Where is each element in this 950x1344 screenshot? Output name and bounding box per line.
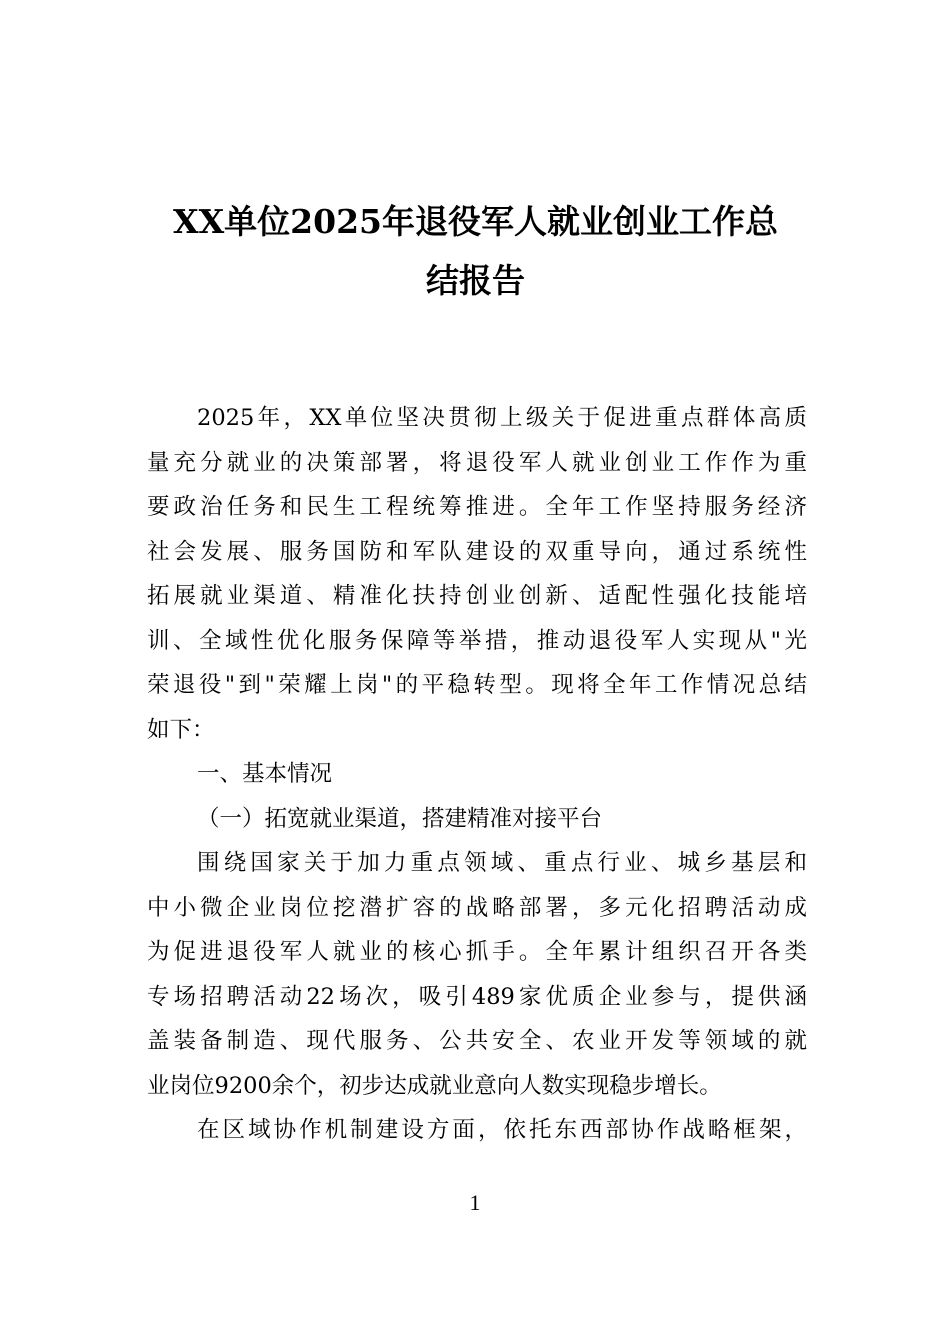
section-heading	[147, 752, 807, 797]
paragraph-line: 要政治任务和民生工程统筹推进。全年工作坚持服务经济	[147, 494, 807, 520]
paragraph-line: 围绕国家关于加力重点领域、重点行业、城乡基层和	[197, 850, 807, 876]
title-line-2: 结报告	[426, 261, 525, 300]
paragraph-regional	[147, 1108, 807, 1153]
title-line-1: XX单位2025年退役军人就业创业工作总	[172, 202, 779, 241]
subheading-text: （一）拓宽就业渠道，搭建精准对接平台	[197, 805, 603, 832]
paragraph-line: 2025年，XX单位坚决贯彻上级关于促进重点群体高质	[197, 405, 807, 431]
paragraph-line: 社会发展、服务国防和军队建设的双重导向，通过系统性	[147, 538, 807, 565]
heading-text: 一、基本情况	[197, 761, 333, 787]
paragraph-line: 为促进退役军人就业的核心抓手。全年累计组织召开各类	[147, 939, 807, 965]
paragraph-line: 中小微企业岗位挖潜扩容的战略部署，多元化招聘活动成	[147, 894, 807, 921]
paragraph-line: 在区域协作机制建设方面，依托东西部协作战略框架，	[197, 1117, 807, 1143]
paragraph-line: 业岗位9200余个，初步达成就业意向人数实现稳步增长。	[147, 1072, 722, 1099]
document-title	[148, 192, 803, 310]
paragraph-line: 如下：	[147, 716, 215, 743]
subsection-heading	[147, 797, 807, 842]
paragraph-recruitment	[147, 841, 807, 1108]
paragraph-line: 专场招聘活动22场次，吸引489家优质企业参与，提供涵	[147, 983, 807, 1010]
page-number: 1	[469, 1190, 481, 1215]
paragraph-line: 训、全域性优化服务保障等举措，推动退役军人实现从"光	[147, 627, 807, 654]
paragraph-intro	[147, 396, 807, 752]
paragraph-line: 荣退役"到"荣耀上岗"的平稳转型。现将全年工作情况总结	[147, 672, 807, 698]
paragraph-line: 盖装备制造、现代服务、公共安全、农业开发等领域的就	[147, 1028, 807, 1054]
paragraph-line: 拓展就业渠道、精准化扶持创业创新、适配性强化技能培	[147, 583, 807, 609]
document-body	[147, 396, 807, 1153]
paragraph-line: 量充分就业的决策部署，将退役军人就业创业工作作为重	[147, 449, 807, 476]
